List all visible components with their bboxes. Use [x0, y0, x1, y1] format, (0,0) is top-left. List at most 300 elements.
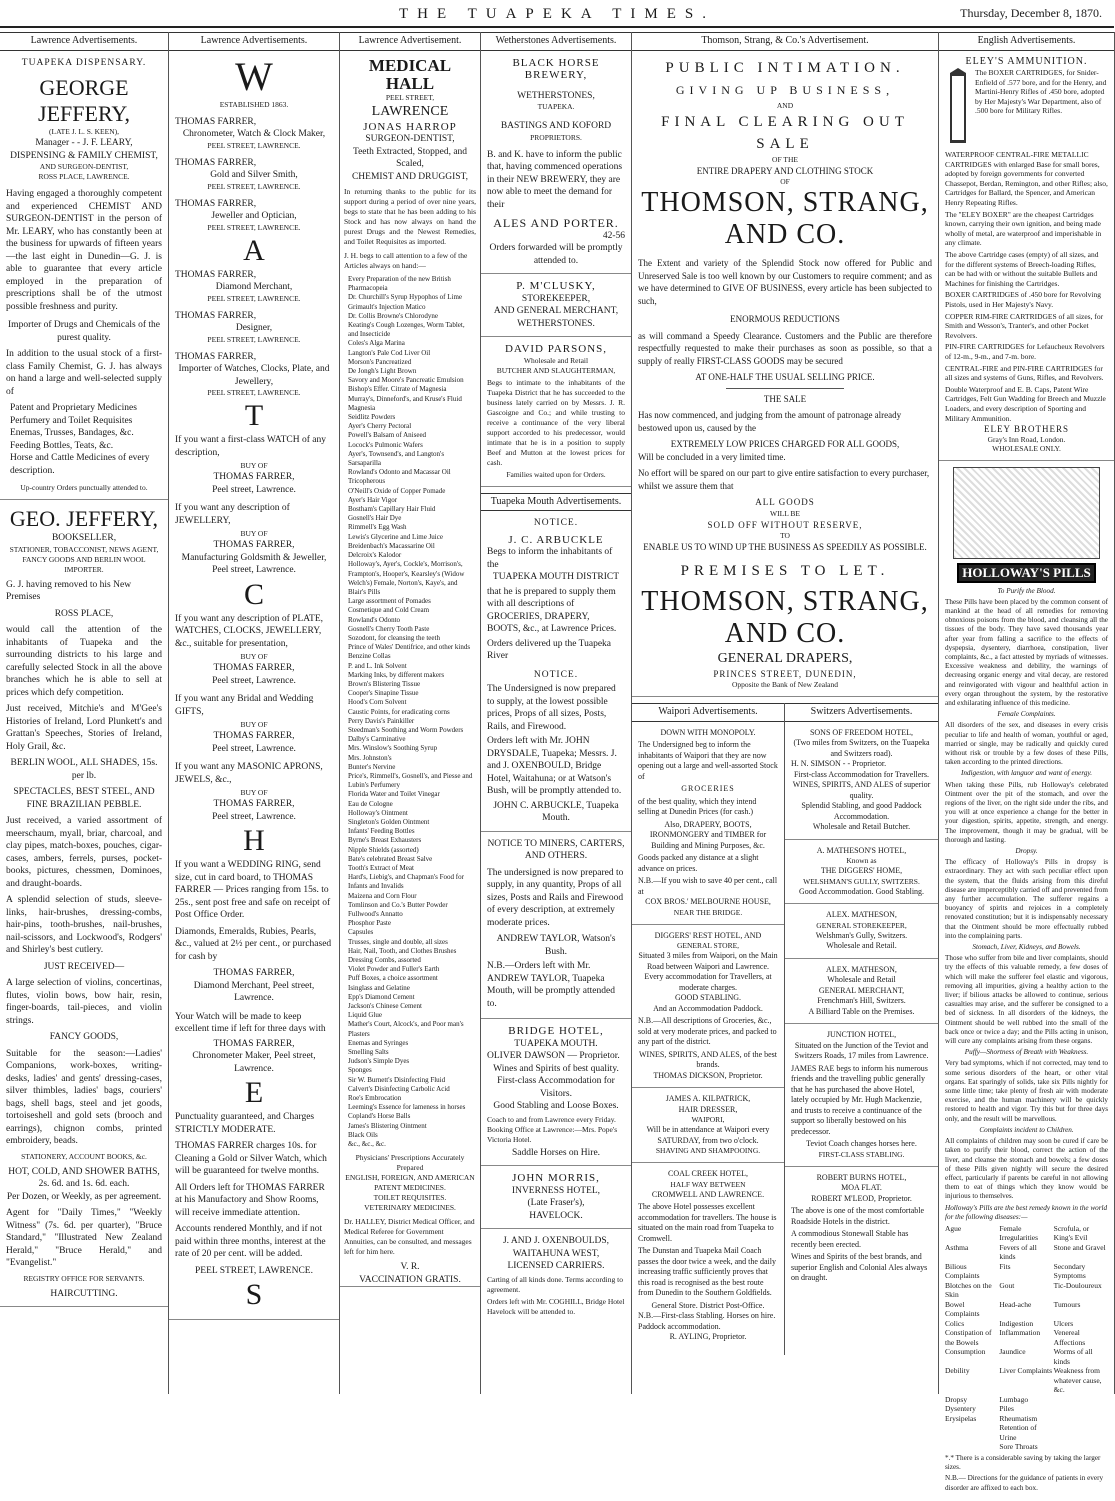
table-cell: Ague: [945, 1223, 962, 1233]
ad-subhead: To Purify the Blood.: [997, 586, 1056, 595]
ad-body: Goods packed any distance at a slight advance on prices.: [638, 853, 759, 873]
ad-name: THOMAS FARRER,: [213, 968, 295, 978]
ad-address: ROSS PLACE,: [54, 608, 114, 619]
ad-body: Those who suffer from bile and liver complaints, should try the effects of this valuable remedy, a few doses of which will make the sufferer feel elastic and vigorous, removing all impurities, giving a healthy action to the liver; if bilious attacks be allowed to continue, serious casualties may arise, and the sufferer be consigned to a bed of sickness. In all disorders of the kidneys, the Ointment should be well rubbed into the small of the back once or twice a day; and the Pills acting in unison, will cure any complaints arising from these organs.: [945, 954, 1108, 1046]
list-item: P. and L. Ink Solvent: [348, 661, 407, 670]
ad-name: ELEY'S AMMUNITION.: [965, 55, 1088, 67]
ad-body: Holloway's Pills are the best remedy known in the world for the following diseases:—: [945, 1203, 1108, 1221]
table-cell: Inflammation: [999, 1328, 1041, 1338]
list-item: Rowland's Odonto and Macassar Oil: [348, 468, 451, 477]
ad-name: THOMAS FARRER,: [213, 540, 295, 550]
ad-body: Known as: [846, 856, 877, 865]
ad-name: ALEX. MATHESON,: [826, 964, 897, 974]
ad-name: JUNCTION HOTEL,: [826, 1030, 897, 1039]
list-item: Violet Powder and Fuller's Earth: [348, 965, 440, 974]
ad-address: Peel street, Lawrence.: [212, 811, 296, 822]
column-heading: Thomson, Strang, & Co.'s Advertisement.: [632, 32, 938, 51]
ad-body: G. J. having removed to his New Premises: [6, 579, 132, 602]
list-item: Nipple Shields (assorted): [348, 845, 419, 854]
list-item: Fullwood's Annatto: [348, 910, 403, 919]
table-cell: Debility: [945, 1366, 970, 1376]
column-heading: Lawrence Advertisement.: [340, 32, 480, 51]
list-item: Bunter's Nervine: [348, 762, 396, 771]
ad-body: WINES, SPIRITS, AND ALES, of the best brands.: [639, 1049, 777, 1069]
table-cell: [945, 1423, 999, 1442]
ad-name: THOMAS FARRER,: [175, 198, 257, 209]
table-cell: Weakness from whatever cause, &c.: [1053, 1366, 1102, 1395]
ad-address: Welshman's Gully, Switzers.: [815, 930, 908, 940]
ad-name: THOMAS FARRER,: [213, 1038, 295, 1049]
ad-body: WINES, SPIRITS, AND ALES of superior quality.: [792, 780, 931, 800]
ad-subhead: SPECTACLES, BEST STEEL, AND FINE BRAZILIAN PEBBLE.: [13, 787, 155, 810]
ad-bridge-hotel: [481, 1025, 631, 1166]
ad-name: JOHN MORRIS,: [512, 1172, 600, 1184]
ad-matheson-storekeeper: [785, 910, 938, 959]
list-item: Tooth's Extract of Meat: [348, 864, 414, 872]
ad-name: JAMES A. KILPATRICK,: [665, 1094, 751, 1103]
ad-body: HALF WAY BETWEEN: [670, 1179, 746, 1189]
ad-address: Situated on the Junction of the Teviot and Switzers Roads, 17 miles from Lawrence.: [794, 1040, 929, 1060]
ad-address: PEEL STREET, LAWRENCE.: [207, 181, 301, 191]
ad-role: PROPRIETORS.: [530, 132, 582, 142]
ad-body: Dr. HALLEY, District Medical Officer, and Medical Referee for Government Annuities, can be consulted, and messages left for him here.: [344, 1217, 475, 1257]
ad-body: A large selection of violins, concertinas, flutes, violin bows, bow hair, resin, finger-boards, tail-pieces, and violin strings.: [6, 978, 162, 1026]
ad-medical-hall: [340, 57, 480, 1288]
table-cell: Consumption: [945, 1347, 986, 1357]
ad-body: Just received, a varied assortment of meerschaum, myall, briar, charcoal, and clay pipes, match-boxes, pouches, cigar-cases, ambers, ferrels, purses, pocket-books, pictures, chessmen, Dominoes, and draught-boards.: [6, 816, 162, 889]
ad-role: Importer of Watches, Clocks, Plate, and Jewellery,: [178, 364, 330, 387]
ad-signature: THOMAS DICKSON, Proprietor.: [653, 1070, 763, 1080]
column-heading: Lawrence Advertisements.: [169, 32, 339, 51]
table-cell: Head-ache: [999, 1299, 1032, 1309]
list-item: Mrs. Winslow's Soothing Syrup: [348, 744, 438, 753]
table-cell: Stone and Gravel: [1053, 1242, 1106, 1252]
ad-subhead: Female Complaints.: [997, 710, 1056, 719]
ad-body: These Pills have been placed by the common consent of mankind at the head of all remedies for removing obnoxious poisons from the blood, and cleansing all the tissues of the body. They have saved thousands year after year from falling a sacrifice to the effects of dyspepsia, dysentery, diarrhoea, constipation, liver complaints, &c., a fact attested by myriads of witnesses. Excessive weakness and debility, the warnings of decreasing organic energy and vital decay, are restored and reinvigorated with vigour and healthful action in every organ throughout the system, by the restorative and exhilarating influence of this medicine.: [945, 597, 1108, 707]
list-item: Ayer's Hair Vigor: [348, 495, 398, 504]
ad-body: The Dunstan and Tuapeka Mail Coach passes the door twice a week, and the daily increasing traffic sufficiently proves that this road is recognised as the best route from Dunedin to the Southern Goldfields.: [638, 1246, 776, 1297]
ad-footer: Families waited upon for Orders.: [506, 469, 606, 479]
list-item: Puff Boxes, a choice assortment: [348, 974, 438, 983]
ad-address: PEEL STREET, LAWRENCE.: [207, 334, 301, 344]
list-item: Dressing Combs, assorted: [348, 956, 421, 965]
ad-body: Orders left with Mr. JOHN DRYSDALE, Tuapeka; Messrs. J. and J. OXENBOULD, Bridge Hotel, Waitahuna; or at Watson's Bush, will be promptly attended to.: [487, 736, 622, 796]
ad-name: J. C. ARBUCKLE: [508, 533, 604, 546]
table-cell: Bilious Complaints: [945, 1261, 980, 1281]
table-cell: Piles: [999, 1404, 1014, 1414]
table-cell: Ulcers: [1053, 1318, 1074, 1328]
ad-subhead: ENGLISH, FOREIGN, AND AMERICAN PATENT MEDICINES.: [345, 1173, 475, 1193]
ad-role: BUTCHER AND SLAUGHTERMAN,: [496, 365, 616, 375]
ad-body: The above is one of the most comfortable Roadside Hotels in the district.: [791, 1206, 925, 1226]
list-item: Horse and Cattle Medicines of every description.: [10, 453, 150, 476]
list-item: Hair, Nail, Tooth, and Clothes Brushes: [348, 946, 457, 955]
ad-role: LICENSED CARRIERS.: [507, 1261, 605, 1271]
table-cell: Scrofula, or King's Evil: [1053, 1223, 1090, 1243]
ad-body: Suitable for the season:—Ladies' Companions, work-boxes, writing-desks, ladies' and gents' dressing-cases, silver thimbles, ladies' bags, couriers' bags, shell bags, steel and jet goods, tortoiseshell and gold sets (brooch and earrings), chignon combs, printed embroidery, beads.: [6, 1048, 162, 1146]
list-item: Smelling Salts: [348, 1048, 389, 1057]
ad-subhead: DOWN WITH MONOPOLY.: [660, 727, 756, 737]
ad-body: OF: [780, 177, 790, 186]
ad-address: WAITAHUNA WEST,: [512, 1248, 600, 1259]
list-item: Tricopherous: [348, 477, 386, 486]
list-item: Perry Davis's Painkiller: [348, 716, 415, 725]
ad-body: BOXER CARTRIDGES of .450 bore for Revolving Pistols, used in Her Majesty's Navy.: [945, 290, 1101, 309]
ad-subhead: Dropsy.: [1015, 847, 1038, 855]
ad-body: WHOLESALE ONLY.: [992, 444, 1061, 454]
ad-body: of the best quality, which they intend selling at Dunedin Prices (for cash.): [638, 796, 757, 816]
ad-name: THOMAS FARRER,: [175, 351, 257, 362]
ad-body: PIN-FIRE CARTRIDGES for Lefaucheux Revolvers of 12-m., 9-m., and 7-m. bore.: [945, 342, 1105, 361]
list-item: Langton's Pale Cod Liver Oil: [348, 348, 431, 357]
ad-role2: STATIONER, TOBACCONIST, NEWS AGENT, FANCY GOODS AND BERLIN WOOL IMPORTER.: [9, 544, 159, 574]
list-item: &c., &c., &c.: [348, 1140, 386, 1149]
list-item: Every Preparation of the new British Pharmacopeia: [348, 275, 451, 293]
list-item: Rimmell's Egg Wash: [348, 523, 407, 532]
column-english: [939, 32, 1115, 1492]
ad-address: HAVELOCK.: [529, 1210, 583, 1221]
decorative-initial: W: [235, 53, 273, 99]
ad-body: A splendid selection of studs, sleeve-links, hair-brushes, dressing-combs, hair-pins, tooth-brushes, nail-brushes, nail-scissors, and Lockwood's, Rodgers' and Shirley's best cutlery.: [6, 895, 162, 955]
ad-matheson-merchant: [785, 965, 938, 1025]
sub-columns: [632, 703, 938, 1355]
ad-body: N.B.—Orders left with Mr. ANDREW TAYLOR, Tuapeka Mouth, will be promptly attended to.: [487, 961, 615, 1009]
list-item: De Jongh's Light Brown: [348, 367, 417, 376]
table-cell: Fevers of all kinds: [999, 1242, 1037, 1262]
ad-signature: R. AYLING, Proprietor.: [669, 1332, 747, 1341]
ad-role: Gold and Silver Smith,: [210, 170, 298, 180]
list-item: Rowland's Odonto: [348, 615, 401, 624]
ad-role: GENERAL MERCHANT,: [818, 985, 905, 995]
list-item: Maizena and Corn Flour: [348, 891, 417, 900]
column-lawrence-2: [169, 32, 340, 1394]
ad-body: No effort will be spared on our part to give entire satisfaction to every purchaser, whilst we assure them that: [638, 468, 930, 491]
ad-subhead: TUAPEKA MOUTH DISTRICT: [492, 572, 620, 582]
ad-role: AND GENERAL MERCHANT,: [493, 306, 619, 316]
list-item: Enemas and Syringes: [348, 1038, 409, 1047]
ad-address: TUAPEKA.: [537, 102, 575, 111]
ad-name: ALEX. MATHESON,: [826, 910, 897, 919]
ad-body: WILL BE: [770, 508, 800, 518]
ad-ref-number: 42-56: [602, 230, 625, 241]
ad-body: Orders left with Mr. COGHILL, Bridge Hotel Havelock will be attended to.: [487, 1296, 625, 1316]
ad-name: THOMAS FARRER,: [175, 269, 257, 280]
list-item: Dr. Collis Browne's Chlorodyne: [348, 311, 438, 320]
ad-body: Will be concluded in a very limited time.: [638, 451, 786, 462]
list-item: Mather's Court, Alcock's, and Poor man's Plasters: [348, 1020, 464, 1038]
list-item: Grimault's Injection Matico: [348, 302, 426, 311]
decorative-initial: E: [244, 1076, 264, 1109]
list-item: Bostham's Capillary Hair Fluid: [348, 505, 436, 514]
ad-body: Punctuality guaranteed, and Charges STRICTLY MODERATE.: [175, 1112, 315, 1135]
ad-name: THE DIGGERS' HOME,: [820, 866, 903, 875]
list-item: Enemas, Trusses, Bandages, &c.: [10, 428, 134, 438]
ad-role: Diamond Merchant,: [215, 282, 293, 292]
list-item: Sponges: [348, 1066, 372, 1075]
list-item: James's Blistering Ointment: [348, 1121, 427, 1130]
ad-address: ROSS PLACE, LAWRENCE.: [38, 172, 130, 181]
newspaper-title: THE TUAPEKA TIMES.: [398, 6, 716, 22]
list-item: Patent and Proprietary Medicines: [10, 403, 137, 413]
ad-body: If you want any Bridal and Wedding GIFTS,: [175, 694, 314, 717]
ad-body: N.B.—First-class Stabling. Horses on hire. Paddock accommodation.: [638, 1311, 776, 1331]
list-item: Isinglass and Gelatine: [348, 983, 410, 992]
ad-body: Wines and Spirits of best quality.: [493, 1063, 619, 1074]
ad-subhead: ALL GOODS: [755, 497, 815, 507]
ad-body: Will be in attendance at Waipori every SATURDAY, from two o'clock.: [646, 1125, 770, 1145]
ad-subhead: BERLIN WOOL, ALL SHADES, 15s. per lb.: [10, 758, 158, 781]
ad-address: WAIPORI,: [691, 1115, 725, 1124]
ad-address: Opposite the Bank of New Zealand: [731, 680, 838, 689]
ad-body: If you want any description of PLATE, WATCHES, CLOCKS, JEWELLERY, &c., suitable for presentation,: [175, 613, 324, 649]
ad-role2: AND SURGEON-DENTIST,: [39, 162, 129, 171]
ad-subhead: ALES AND PORTER.: [493, 216, 619, 230]
ad-body: In addition to the usual stock of a first-class Family Chemist, G. J. has always on hand a large and well-selected supply of: [6, 349, 162, 397]
ad-body: All complaints of children may soon be cured if care be taken to purify their blood, correct the action of the liver, and cleanse the stomach and bowels; a few doses of these Pills given nightly will secure the desired effect, particularly if parents be careful in not allowing them to eat of things which they know would be injurious to themselves.: [945, 1137, 1108, 1201]
list-item: Florida Water and Toilet Vinegar: [348, 790, 440, 799]
column-thomson-strang: [632, 32, 939, 1394]
table-cell: [1054, 1414, 1108, 1424]
ad-subhead: Physicians' Prescriptions Accurately Prepared: [355, 1153, 465, 1173]
ad-body: Also, DRAPERY, BOOTS, IRONMONGERY and TIMBER for Building and Mining Purposes, &c.: [649, 819, 767, 850]
ad-address: PEEL STREET, LAWRENCE.: [195, 1265, 313, 1276]
ad-subhead: JUST RECEIVED—: [43, 961, 125, 972]
ad-name: DAVID PARSONS,: [504, 343, 608, 355]
ad-body: When taking these Pills, rub Holloway's celebrated Ointment over the pit of the stomach, and over the regions of the liver, on the right side under the ribs, and you will at once experience a change for the better in your digestion, spirits, appetite, strength, and energy. The improvement, though it may be gradual, will be thorough and lasting.: [945, 780, 1108, 844]
ad-kilpatrick: [632, 1094, 784, 1163]
ad-name: BRIDGE HOTEL,: [508, 1025, 604, 1037]
ad-body: Wholesale and Retail Butcher.: [812, 822, 911, 831]
list-item: Cosmetique and Cold Cream: [348, 606, 430, 615]
ad-headline: PREMISES TO LET.: [680, 562, 890, 579]
ad-body: The BOXER CARTRIDGES, for Snider-Enfield of .577 bore, and for the Henry, and Martini-Henry Rifles of .450 bore, adopted by Her Majesty's War Department, also of .500 bore for Military Rifles.: [975, 68, 1107, 116]
ad-address: PEEL STREET,: [385, 92, 435, 102]
list-item: Jackson's Chinese Cement: [348, 1002, 422, 1011]
ad-body: Situated 3 miles from Waipori, on the Main Road between Waipori and Lawrence.: [638, 951, 778, 971]
ad-name: P. M'CLUSKY,: [516, 280, 596, 292]
ad-coal-creek-hotel: [632, 1169, 784, 1349]
ad-headline: GIVING UP BUSINESS,: [675, 82, 895, 97]
ad-role: Jeweller and Optician,: [211, 211, 297, 221]
ad-address: (Two miles from Switzers, on the Tuapeka and Switzers road).: [793, 738, 930, 758]
ad-role: INVERNESS HOTEL,: [511, 1185, 601, 1196]
ad-body: (Late Fraser's),: [527, 1198, 585, 1208]
table-cell: Female Irregularities: [999, 1223, 1039, 1243]
ad-subhead: ENTIRE DRAPERY AND CLOTHING STOCK: [696, 165, 874, 176]
ad-role: CHEMIST AND DRUGGIST,: [351, 171, 469, 182]
ad-body: A Billiard Table on the Premises.: [808, 1006, 915, 1016]
list-item: Savory and Moore's Pancreatic Emulsion: [348, 376, 464, 385]
ad-body: Splendid Stabling, and good Paddock Accommodation.: [801, 801, 922, 821]
table-cell: [945, 1442, 999, 1452]
ad-address: Diamond Merchant, Peel street, Lawrence.: [193, 980, 315, 1003]
ad-heading: TUAPEKA DISPENSARY.: [21, 57, 147, 68]
ad-address: PEEL STREET, LAWRENCE.: [207, 222, 301, 232]
ad-body: Orders delivered up the Tuapeka River: [487, 638, 611, 661]
issue-date: Thursday, December 8, 1870.: [960, 6, 1102, 20]
list-item: Capsules: [348, 928, 374, 937]
ad-subhead: TOILET REQUISITES.: [373, 1193, 447, 1203]
ad-name: THOMAS FARRER,: [175, 310, 257, 321]
ad-body: Wholesale and Retail.: [826, 941, 897, 950]
ad-matheson-hotel: [785, 846, 938, 905]
ad-subhead: HAIRCUTTING.: [50, 1288, 118, 1299]
ad-body: First-class Accommodation for Travellers.: [793, 769, 930, 779]
ad-name: ROBERT BURNS HOTEL,: [816, 1172, 907, 1182]
ad-body: Accounts rendered Monthly, and if not paid within three months, interest at the rate of 20 per cent. will be added.: [175, 1224, 326, 1259]
list-item: Trusses, single and double, all sizes: [348, 937, 448, 946]
ad-address: WETHERSTONES,: [517, 90, 595, 101]
table-cell: Gout: [999, 1280, 1015, 1290]
list-item: Keating's Cough Lozenges, Worm Tablet, and Insecticide: [348, 321, 465, 339]
ad-body: THOMAS FARRER charges 10s. for Cleaning a Gold or Silver Watch, which will be guaranteed for twelve months.: [175, 1141, 327, 1176]
ad-body: WATERPROOF CENTRAL-FIRE METALLIC CARTRIDGES with enlarged Base for small bores, adopted by foreign governments for converted Chassepot, Berdan, Remington, and other Rifles; also, Cartridges for Ballard, the Spencer, and American Henry Repeating Rifles.: [945, 150, 1108, 208]
list-item: Tomlinson and Co.'s Butter Powder: [348, 900, 448, 909]
list-item: Bate's celebrated Breast Salve: [348, 854, 433, 863]
list-item: Singleton's Golden Ointment: [348, 817, 430, 826]
ad-address: WELSHMAN'S GULLY, SWITZERS.: [803, 876, 920, 886]
ad-name: THOMSON, STRANG, AND CO.: [641, 585, 929, 649]
list-item: Price's, Rimmell's, Gosnell's, and Piesse and Lubin's Perfumery: [348, 771, 473, 790]
ad-subhead: FANCY GOODS,: [49, 1032, 119, 1042]
list-item: Prince of Wales' Dentifrice, and other kinds: [348, 643, 471, 652]
ad-tuapeka-dispensary: [0, 57, 168, 501]
ad-address: Peel street, Lawrence.: [212, 484, 296, 495]
ad-body: Importer of Drugs and Chemicals of the purest quality.: [8, 320, 160, 343]
list-item: Large assortment of Pomades: [348, 597, 431, 606]
list-item: Holloway's, Ayer's, Cockle's, Morrison's, Frampton's, Hooper's, Kearsley's (Widow Welch's) Female, Norton's, Kaye's, and Blair's Pills: [348, 560, 465, 596]
list-item: Hood's Corn Solvent: [348, 698, 407, 707]
ad-body: And an Accommodation Paddock.: [653, 1003, 763, 1013]
ad-body: A commodious Stonewall Stable has recently been erected.: [791, 1229, 909, 1249]
ad-body: In returning thanks to the public for its support during a period of over nine years, begs to state that he has been adding to his Stock and has now always on hand the purest Drugs and the Newest Remedies, and Toilet Requisites as imported.: [344, 187, 476, 246]
list-item: Epp's Diamond Cement: [348, 992, 415, 1001]
list-item: Gosnell's Hair Dye: [348, 514, 402, 523]
ad-body: The Undersigned is now prepared to supply, at the lowest possible prices, Props of all sizes, Posts, Rails, and Firewood.: [487, 684, 616, 732]
ad-name: BLACK HORSE BREWERY,: [512, 56, 600, 81]
table-cell: Lumbago: [999, 1394, 1029, 1404]
ad-junction-hotel: [785, 1030, 938, 1167]
ad-role: Teeth Extracted, Stopped, and Scaled,: [352, 146, 468, 169]
ad-name: COAL CREEK HOTEL,: [668, 1169, 748, 1178]
ad-body: Saddle Horses on Hire.: [511, 1147, 601, 1158]
ad-arbuckle: [481, 517, 631, 832]
ad-footer: Up-country Orders punctually attended to.: [20, 483, 148, 492]
ad-body: *.* There is a considerable saving by taking the larger sizes.: [945, 1453, 1101, 1472]
list-item: Bishop's Effer. Citrate of Magnesia: [348, 385, 447, 394]
list-item: Black Oils: [348, 1130, 378, 1139]
ad-name: THOMAS FARRER,: [213, 731, 295, 741]
ad-sons-of-freedom: [785, 728, 938, 840]
ad-address: TUAPEKA MOUTH.: [514, 1038, 598, 1049]
ad-address: WETHERSTONES.: [517, 318, 595, 329]
table-cell: [1054, 1442, 1108, 1452]
ad-body: Every accommodation for Travellers, at moderate charges.: [644, 972, 772, 992]
ad-body: The above Cartridge cases (empty) of all sizes, and for the different systems of Breech-loading Rifles, can be had with or without the suitable Bullets and Machines for finishing the Cartridges.: [945, 250, 1099, 288]
ad-subhead: NOTICE.: [533, 518, 579, 528]
ad-role: Wholesale and Retail: [523, 355, 589, 365]
ad-role: GENERAL STOREKEEPER,: [816, 920, 907, 930]
ad-address: Chronometer Maker, Peel street, Lawrence.: [192, 1051, 316, 1074]
ad-body: B. and K. have to inform the public that, having commenced operations in their NEW BREWERY, they are now able to meet the demand for their: [487, 149, 623, 210]
ad-body: The "ELEY BOXER" are the cheapest Cartridges known, carrying their own ignition, and being made wholly of metal, are waterproof and imperishable in any climate.: [945, 209, 1102, 248]
ad-headline: FINAL CLEARING OUT SALE: [661, 113, 909, 152]
ad-body: COPPER RIM-FIRE CARTRIDGES of all sizes, for Smith and Wesson's, Tranter's, and other Pocket Revolvers.: [945, 311, 1104, 340]
table-cell: Asthma: [945, 1242, 969, 1252]
table-cell: Retention of Urine: [999, 1423, 1037, 1442]
ad-body: Begs to inform the inhabitants of the: [487, 547, 613, 570]
ad-name: BASTINGS AND KOFORD: [500, 121, 612, 131]
ad-subtitle: ESTABLISHED 1863.: [219, 99, 289, 109]
list-item: Dalby's Carminative: [348, 735, 406, 744]
ad-body: would call the attention of the inhabitants of Tuapeka and the surrounding districts to his large and carefully selected Stock in all the above branches which he is able to sell at prices which defy competition.: [6, 625, 162, 698]
ad-body: The efficacy of Holloway's Pills in dropsy is extraordinary. They act with such peculiar effect upon the system, that the fluids arising from this direful disease are imperceptibly carried off and prevented from any further accumulation. The sufferer regains a buoyancy of spirits and rejoices in a completely renovated constitution; but it is indispensably necessary that the Ointment should be more effectually rubbed into the complaining parts.: [945, 858, 1108, 940]
ad-role: GENERAL STORE,: [676, 941, 740, 950]
list-item: Ayer's, Townsend's, and Langton's Sarsaparilla: [348, 449, 445, 468]
table-cell: Secondary Symptoms: [1053, 1261, 1086, 1281]
ad-body: Wholesale and Retail: [827, 975, 896, 984]
ad-name: THOMSON, STRANG, AND CO.: [641, 187, 929, 250]
ad-body: Double Waterproof and E. B. Caps, Patent Wire Cartridges, Felt Gun Wadding for Breech and Muzzle Loaders, and every description of Sporting and Military Ammunition.: [945, 384, 1106, 423]
ad-name: GEORGE JEFFERY,: [38, 75, 130, 126]
table-cell: Indigestion: [999, 1318, 1034, 1328]
list-item: Dr. Churchill's Syrup Hypophos of Lime: [348, 293, 463, 302]
column-subheading: Waipori Advertisements.: [632, 703, 784, 722]
ad-body: Just received, Mitchie's and M'Gee's Histories of Ireland, Lord Plunkett's and Grattan's Speeches, Stories of Ireland, Holy Grail, &c.: [6, 704, 162, 752]
ad-body: If you want a first-class WATCH of any description,: [175, 435, 326, 458]
table-cell: Tic-Douloureux: [1053, 1280, 1102, 1290]
ad-subhead: VACCINATION GRATIS.: [359, 1274, 461, 1285]
ad-subhead: Indigestion, with languor and want of energy.: [960, 769, 1093, 778]
ad-thomson-strang-sale: [632, 57, 938, 698]
ad-mclusky: [481, 280, 631, 337]
table-cell: Rheumatism: [999, 1413, 1038, 1423]
list-item: Roe's Embrocation: [348, 1094, 402, 1103]
ad-body: Agent for "Daily Times," "Weekly Witness" (7s. 6d. per quarter), "Bruce Standard," "Illustrated New Zealand Herald," "Bruce Herald," and "Evangelist.": [6, 1208, 162, 1268]
list-item: Byrne's Breast Exhausters: [348, 836, 422, 845]
ad-body: Your Watch will be made to keep excellent time if left for three days with: [175, 1011, 326, 1034]
column-waipori: [632, 703, 785, 1355]
ad-subhead: SHAVING AND SHAMPOOING.: [655, 1146, 761, 1155]
ad-body: Diamonds, Emeralds, Rubies, Pearls, &c., valued at 2½ per cent., or purchased for cash by: [175, 926, 332, 962]
column-switzers: [785, 703, 938, 1355]
ad-body: All disorders of the sex, and diseases in every crisis peculiar to life and health of woman, youthful or aged, married or single, may be radically and quickly cured without risk or trouble by a few doses of these Pills, taken according to the printed directions.: [945, 721, 1108, 767]
ad-role: DISPENSING & FAMILY CHEMIST,: [10, 150, 158, 161]
masthead: [0, 0, 1114, 28]
ad-body: BUY OF: [240, 529, 268, 538]
list-item: Benzine Collas: [348, 652, 391, 661]
ad-name: THOMAS FARRER,: [213, 663, 295, 673]
ad-subhead: GROCERIES: [681, 784, 735, 793]
eley-block: [945, 68, 1108, 148]
ad-body: If you want a WEDDING RING, send size, cut in card board, to THOMAS FARRER — Prices ranging from 15s. to 25s., sent post free and safe on receipt of Post Office Order.: [175, 860, 331, 920]
ad-body: Has now commenced, and judging from the amount of patronage already bestowed upon us, caused by the: [638, 410, 902, 433]
ad-role: Chronometer, Watch & Clock Maker,: [182, 129, 326, 139]
ad-address: LAWRENCE: [371, 103, 449, 119]
list-item: Phosphor Paste: [348, 919, 391, 928]
table-cell: Fits: [999, 1261, 1011, 1271]
ad-subhead: Puffy—Shortness of Breath with Weakness.: [964, 1048, 1089, 1057]
ad-body: BUY OF: [240, 720, 268, 729]
ad-thomas-farrer: [169, 53, 339, 1321]
ad-john-morris: [481, 1172, 631, 1229]
ad-body: as will command a Speedy Clearance. Customers and the Public are therefore respectfully requested to make their purchases as soon as possible, so that a supply of really FIRST-CLASS GOODS may be secured: [638, 330, 932, 366]
table-cell: Dysentery: [945, 1404, 976, 1414]
ad-body: Per Dozen, or Weekly, as per agreement.: [6, 1191, 162, 1202]
ad-cox-bros: [632, 728, 784, 925]
cartridge-icon: [945, 68, 971, 148]
ad-body: Coach to and from Lawrence every Friday. Booking Office at Lawrence:—Mrs. Pope's Victoria Hotel.: [487, 1114, 618, 1144]
